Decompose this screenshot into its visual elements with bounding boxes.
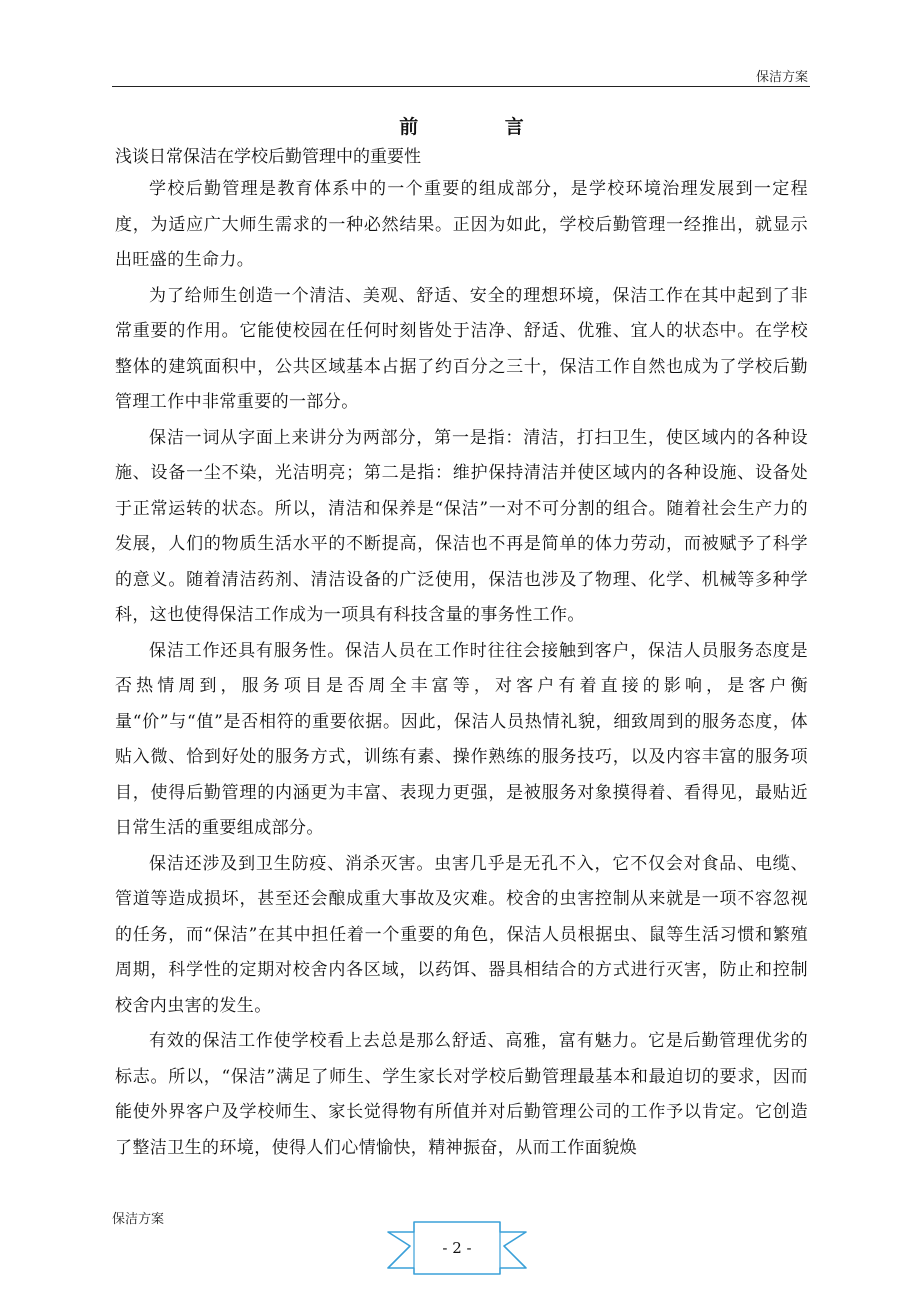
page-number: - 2 - xyxy=(442,1239,472,1257)
paragraph-5: 保洁还涉及到卫生防疫、消杀灭害。虫害几乎是无孔不入，它不仅会对食品、电缆、管道等造成损坏，甚至还会酿成重大事故及灾难。校舍的虫害控制从来就是一项不容忽视的任务，而“保洁”在其中担任着一个重要的角色，保洁人员根据虫、鼠等生活习惯和繁殖周期，科学性的定期对校舍内各区域，以药饵、器具相结合的方式进行灭害，防止和控制校舍内虫害的发生。 xyxy=(115,853,808,1016)
paragraph-3: 保洁一词从字面上来讲分为两部分，第一是指：清洁，打扫卫生，使区域内的各种设施、设备一尘不染，光洁明亮；第二是指：维护保持清洁并使区域内的各种设施、设备处于正常运转的状态。所以，清洁和保养是“保洁”一对不可分割的组合。随着社会生产力的发展，人们的物质生活水平的不断提高，保洁也不再是简单的体力劳动，而被赋予了科学的意义。随着清洁药剂、清洁设备的广泛使用，保洁也涉及了物理、化学、机械等多种学科，这也使得保洁工作成为一项具有科技含量的事务性工作。 xyxy=(115,427,808,625)
header-label: 保洁方案 xyxy=(755,70,808,85)
paragraph-1: 学校后勤管理是教育体系中的一个重要的组成部分，是学校环境治理发展到一定程度，为适应广大师生需求的一种必然结果。正因为如此，学校后勤管理一经推出，就显示出旺盛的生命力。 xyxy=(115,179,808,270)
paragraph-2: 为了给师生创造一个清洁、美观、舒适、安全的理想环境，保洁工作在其中起到了非常重要的作用。它能使校园在任何时刻皆处于洁净、舒适、优雅、宜人的状态中。在学校整体的建筑面积中，公共区域基本占据了约百分之三十，保洁工作自然也成为了学校后勤管理工作中非常重要的一部分。 xyxy=(115,285,808,412)
document-body xyxy=(115,112,808,1166)
document-subtitle: 浅谈日常保洁在学校后勤管理中的重要性 xyxy=(115,147,421,167)
paragraph-6: 有效的保洁工作使学校看上去总是那么舒适、高雅，富有魅力。它是后勤管理优劣的标志。所以，“保洁”满足了师生、学生家长对学校后勤管理最基本和最迫切的要求，因而能使外界客户及学校师生、家长觉得物有所值并对后勤管理公司的工作予以肯定。它创造了整洁卫生的环境，使得人们心情愉快，精神振奋，从而工作面貌焕 xyxy=(115,1031,808,1158)
footer-label: 保洁方案 xyxy=(112,1212,165,1227)
document-title: 前 言 xyxy=(399,116,564,138)
paragraph-4: 保洁工作还具有服务性。保洁人员在工作时往往会接触到客户，保洁人员服务态度是否热情周到，服务项目是否周全丰富等，对客户有着直接的影响，是客户衡量“价”与“值”是否相符的重要依据。因此，保洁人员热情礼貌，细致周到的服务态度，体贴入微、恰到好处的服务方式，训练有素、操作熟练的服务技巧，以及内容丰富的服务项目，使得后勤管理的内涵更为丰富、表现力更强，是被服务对象摸得着、看得见，最贴近日常生活的重要组成部分。 xyxy=(115,640,808,838)
header-divider xyxy=(112,86,810,87)
